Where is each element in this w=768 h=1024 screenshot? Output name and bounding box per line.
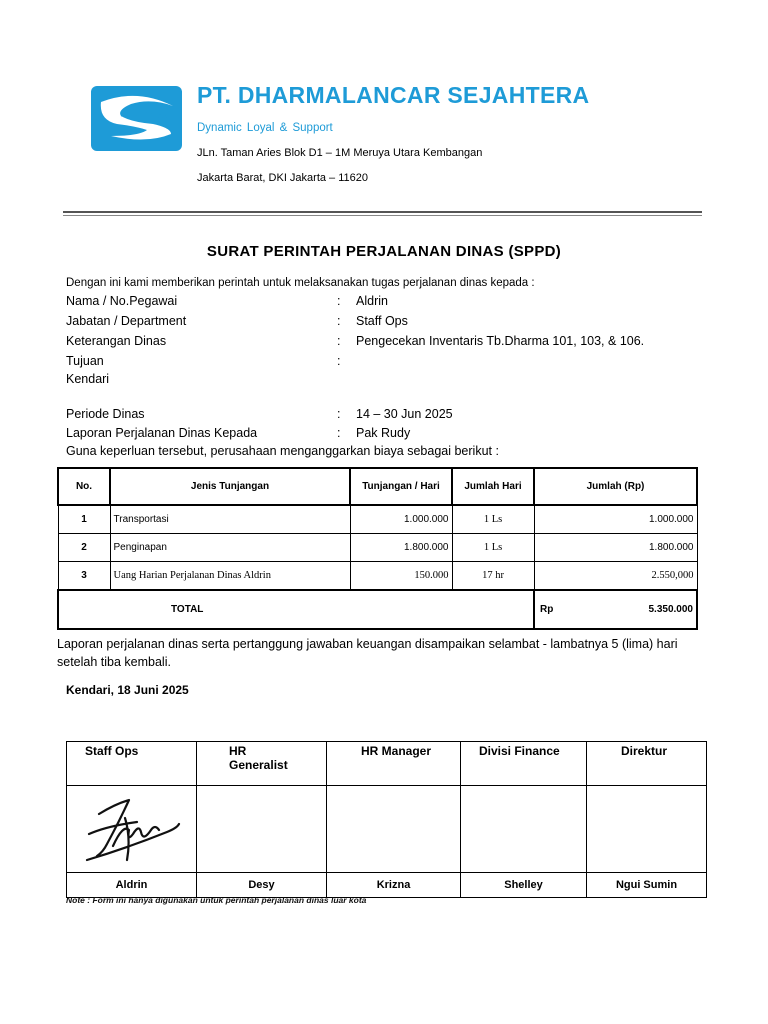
description-label: Keterangan Dinas <box>66 334 167 348</box>
signature-krizna <box>327 786 461 873</box>
row-amount: 1.000.000 <box>534 505 697 534</box>
name-desy: Desy <box>197 873 327 898</box>
position-colon: : <box>337 314 341 328</box>
destination-value: Kendari <box>66 372 110 386</box>
row-amount: 1.800.000 <box>534 534 697 562</box>
row-no: 1 <box>58 505 110 534</box>
row-no: 3 <box>58 562 110 591</box>
company-address-line1: JLn. Taman Aries Blok D1 – 1M Meruya Utara Kembangan <box>197 147 483 159</box>
period-label: Periode Dinas <box>66 407 145 421</box>
table-row <box>58 534 697 562</box>
role-hr-manager: HR Manager <box>327 742 461 786</box>
name-krizna: Krizna <box>327 873 461 898</box>
signature-names-row <box>67 873 707 898</box>
name-value: Aldrin <box>356 294 388 308</box>
signature-ngui-sumin <box>587 786 707 873</box>
signature-shelley <box>461 786 587 873</box>
description-colon: : <box>337 334 341 348</box>
report-to-value: Pak Rudy <box>356 426 411 440</box>
total-cell <box>534 590 697 629</box>
document-title: SURAT PERINTAH PERJALANAN DINAS (SPPD) <box>206 243 562 260</box>
description-value: Pengecekan Inventaris Tb.Dharma 101, 103, & 106. <box>356 334 645 348</box>
position-value: Staff Ops <box>356 314 408 328</box>
report-to-label: Laporan Perjalanan Dinas Kepada <box>66 426 258 440</box>
row-amount: 2.550,000 <box>534 562 697 591</box>
intro-text: Dengan ini kami memberikan perintah untuk melaksanakan tugas perjalanan dinas kepada : <box>66 277 535 289</box>
company-logo-icon <box>91 86 182 151</box>
total-value: 5.350.000 <box>648 604 693 615</box>
col-header-no: No. <box>58 468 110 505</box>
company-tagline: Dynamic Loyal & Support <box>197 122 333 134</box>
closing-line1: Laporan perjalanan dinas serta pertanggung jawaban keuangan disampaikan selambat - lambatnya 5 (lima) hari <box>57 637 678 651</box>
report-to-colon: : <box>337 426 341 440</box>
role-staff-ops: Staff Ops <box>67 742 197 786</box>
header-divider <box>63 211 702 213</box>
header-divider-thin <box>63 215 702 216</box>
period-value: 14 – 30 Jun 2025 <box>356 407 453 421</box>
total-currency: Rp <box>540 604 554 615</box>
row-per-day: 1.000.000 <box>350 505 452 534</box>
col-header-type: Jenis Tunjangan <box>110 468 350 505</box>
total-label: TOTAL <box>58 590 534 629</box>
signature-roles-row <box>67 742 707 786</box>
handwritten-signature-icon <box>67 786 195 869</box>
closing-line2: setelah tiba kembali. <box>57 655 171 669</box>
role-director: Direktur <box>587 742 707 786</box>
name-aldrin: Aldrin <box>67 873 197 898</box>
destination-colon: : <box>337 354 341 368</box>
role-hr-generalist-line2: Generalist <box>229 758 288 772</box>
signature-table <box>66 741 707 898</box>
place-date: Kendari, 18 Juni 2025 <box>66 683 189 697</box>
footer-note: Note : Form ini hanya digunakan untuk perintah perjalanan dinas luar kota <box>66 895 367 905</box>
row-days: 17 hr <box>452 562 534 591</box>
table-row <box>58 505 697 534</box>
role-finance: Divisi Finance <box>461 742 587 786</box>
row-per-day: 150.000 <box>350 562 452 591</box>
row-type: Transportasi <box>110 505 350 534</box>
allowance-table <box>57 467 698 630</box>
col-header-per-day: Tunjangan / Hari <box>350 468 452 505</box>
table-row <box>58 562 697 591</box>
col-header-amount: Jumlah (Rp) <box>534 468 697 505</box>
name-label: Nama / No.Pegawai <box>66 294 178 308</box>
row-days: 1 Ls <box>452 505 534 534</box>
name-colon: : <box>337 294 341 308</box>
role-hr-generalist <box>197 742 327 786</box>
row-per-day: 1.800.000 <box>350 534 452 562</box>
table-total-row <box>58 590 697 629</box>
row-type: Uang Harian Perjalanan Dinas Aldrin <box>110 562 350 591</box>
signature-space-row <box>67 786 707 873</box>
budget-intro: Guna keperluan tersebut, perusahaan menganggarkan biaya sebagai berikut : <box>66 444 499 458</box>
name-shelley: Shelley <box>461 873 587 898</box>
row-days: 1 Ls <box>452 534 534 562</box>
row-no: 2 <box>58 534 110 562</box>
col-header-days: Jumlah Hari <box>452 468 534 505</box>
signature-desy <box>197 786 327 873</box>
company-address-line2: Jakarta Barat, DKI Jakarta – 11620 <box>197 172 368 184</box>
table-header-row <box>58 468 697 505</box>
position-label: Jabatan / Department <box>66 314 187 328</box>
role-hr-generalist-line1: HR <box>229 744 247 758</box>
name-ngui-sumin: Ngui Sumin <box>587 873 707 898</box>
period-colon: : <box>337 407 341 421</box>
destination-label: Tujuan <box>66 354 104 368</box>
signature-aldrin <box>67 786 197 873</box>
company-name: PT. DHARMALANCAR SEJAHTERA <box>197 82 590 108</box>
row-type: Penginapan <box>110 534 350 562</box>
